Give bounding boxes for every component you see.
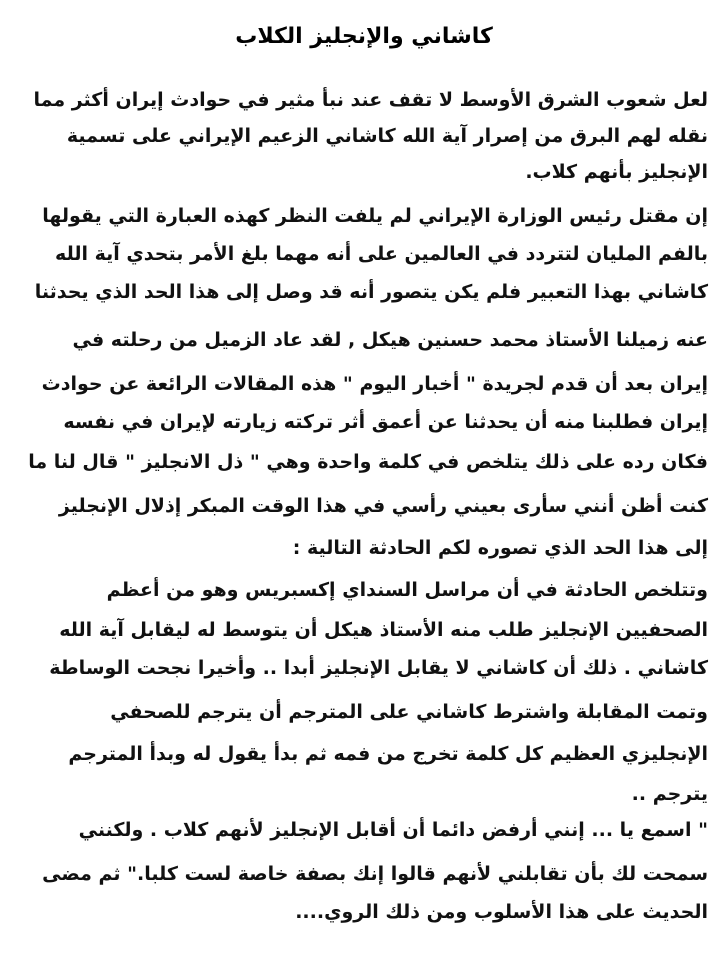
article-line: فكان رده على ذلك يتلخص في كلمة واحدة وهي " ذل الانجليز " قال لنا ما (28, 451, 708, 473)
article-line: الإنجليزي العظيم كل كلمة تخرج من فمه ثم بدأ يقول له وبدأ المترجم (68, 743, 708, 765)
article-line: إلى هذا الحد الذي تصوره لكم الحادثة التالية : (292, 537, 708, 559)
article-line: الإنجليز بأنهم كلاب. (525, 161, 708, 183)
article-line: بالفم المليان لتتردد في العالمين على أنه مهما بلغ الأمر بتحدي آية الله (55, 243, 708, 265)
article-line: وتمت المقابلة واشترط كاشاني على المترجم أن يترجم للصحفي (110, 701, 708, 723)
article-line: نقله لهم البرق من إصرار آية الله كاشاني الزعيم الإيراني على تسمية (66, 125, 708, 147)
article-line: الحديث على هذا الأسلوب ومن ذلك الروي.... (295, 901, 708, 923)
article-line: كاشاني . ذلك أن كاشاني لا يقابل الإنجليز أبدا .. وأخيرا نجحت الوساطة (49, 657, 708, 679)
article-line: الصحفيين الإنجليز طلب منه الأستاذ هيكل أن يتوسط له ليقابل آية الله (59, 619, 708, 641)
article-line: يترجم .. (631, 783, 708, 805)
article-line: كاشاني بهذا التعبير فلم يكن يتصور أنه قد وصل إلى هذا الحد الذي يحدثنا (34, 281, 708, 303)
article-line: كنت أظن أنني سأرى بعيني رأسي في هذا الوقت المبكر إذلال الإنجليز (58, 495, 708, 517)
article-line: إيران بعد أن قدم لجريدة " أخبار اليوم " هذه المقالات الرائعة عن حوادث (41, 373, 708, 395)
article-line: إيران فطلبنا منه أن يحدثنا عن أعمق أثر تركته زيارته لإيران في نفسه (63, 411, 708, 433)
article-line: إن مقتل رئيس الوزارة الإيراني لم يلفت النظر كهذه العبارة التي يقولها (42, 205, 708, 227)
article-line: وتتلخص الحادثة في أن مراسل السنداي إكسبريس وهو من أعظم (106, 579, 708, 601)
article-line: سمحت لك بأن تقابلني لأنهم قالوا إنك بصفة خاصة لست كلبا." ثم مضى (42, 863, 708, 885)
article-line: لعل شعوب الشرق الأوسط لا تقف عند نبأ مثير في حوادث إيران أكثر مما (33, 89, 708, 111)
article-line: " اسمع يا ... إنني أرفض دائما أن أقابل الإنجليز لأنهم كلاب . ولكنني (78, 819, 708, 841)
article-title: كاشاني والإنجليز الكلاب (235, 24, 493, 49)
article-line: عنه زميلنا الأستاذ محمد حسنين هيكل , لقد عاد الزميل من رحلته في (72, 329, 708, 351)
